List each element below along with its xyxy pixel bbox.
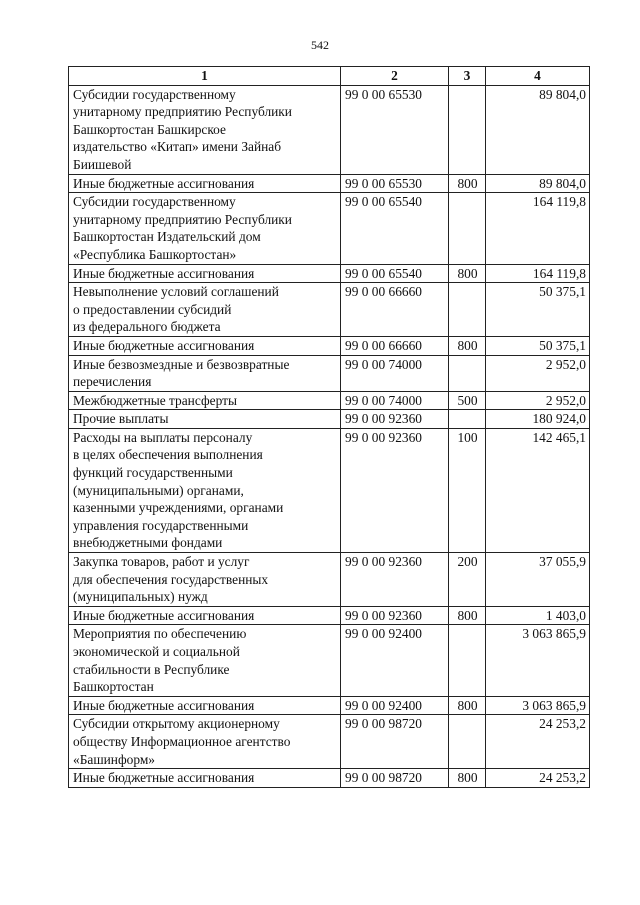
table-row: [69, 193, 590, 264]
row-expense-type-cell: [449, 193, 486, 264]
row-name-cell: Закупка товаров, работ и услуг для обеспечения государственных (муниципальных) нужд: [69, 553, 341, 607]
row-expense-type-cell: 800: [449, 336, 486, 355]
row-amount-cell: 164 119,8: [486, 193, 590, 264]
row-name-cell: Межбюджетные трансферты: [69, 391, 341, 410]
row-expense-type-cell: 800: [449, 174, 486, 193]
row-name-cell: Субсидии открытому акционерному обществу Информационное агентство «Башинформ»: [69, 715, 341, 769]
row-code-cell: 99 0 00 65540: [341, 193, 449, 264]
row-code-cell: 99 0 00 65530: [341, 174, 449, 193]
row-code-cell: 99 0 00 74000: [341, 391, 449, 410]
table-row: [69, 283, 590, 337]
table-row: [69, 625, 590, 696]
table-row: [69, 606, 590, 625]
row-amount-cell: 3 063 865,9: [486, 696, 590, 715]
row-code-cell: 99 0 00 65540: [341, 264, 449, 283]
row-code-cell: 99 0 00 74000: [341, 355, 449, 391]
row-name-cell: Иные бюджетные ассигнования: [69, 606, 341, 625]
row-expense-type-cell: [449, 355, 486, 391]
row-expense-type-cell: [449, 85, 486, 174]
row-code-cell: 99 0 00 66660: [341, 336, 449, 355]
column-header-expense-type: 3: [449, 67, 486, 86]
row-expense-type-cell: [449, 625, 486, 696]
table-row: [69, 715, 590, 769]
table-row: [69, 428, 590, 552]
row-amount-cell: 37 055,9: [486, 553, 590, 607]
row-expense-type-cell: 200: [449, 553, 486, 607]
row-code-cell: 99 0 00 66660: [341, 283, 449, 337]
table-body: [69, 85, 590, 787]
row-amount-cell: 1 403,0: [486, 606, 590, 625]
table-row: [69, 264, 590, 283]
row-expense-type-cell: 800: [449, 696, 486, 715]
row-code-cell: 99 0 00 92360: [341, 410, 449, 429]
column-header-name: 1: [69, 67, 341, 86]
budget-table: [68, 66, 590, 788]
row-name-cell: Субсидии государственному унитарному предприятию Республики Башкортостан Издательский дом «Республика Башкортостан»: [69, 193, 341, 264]
table-row: [69, 391, 590, 410]
table-row: [69, 174, 590, 193]
column-header-amount: 4: [486, 67, 590, 86]
row-name-cell: Иные безвозмездные и безвозвратные перечисления: [69, 355, 341, 391]
header-row: [69, 67, 590, 86]
row-amount-cell: 164 119,8: [486, 264, 590, 283]
row-amount-cell: 50 375,1: [486, 283, 590, 337]
row-name-cell: Иные бюджетные ассигнования: [69, 174, 341, 193]
row-name-cell: Иные бюджетные ассигнования: [69, 769, 341, 788]
row-name-cell: Субсидии государственному унитарному предприятию Республики Башкортостан Башкирское издательство «Китап» имени Зайнаб Биишевой: [69, 85, 341, 174]
row-amount-cell: 89 804,0: [486, 85, 590, 174]
table-row: [69, 410, 590, 429]
row-name-cell: Прочие выплаты: [69, 410, 341, 429]
row-name-cell: Иные бюджетные ассигнования: [69, 336, 341, 355]
row-name-cell: Иные бюджетные ассигнования: [69, 264, 341, 283]
table-row: [69, 553, 590, 607]
row-expense-type-cell: 100: [449, 428, 486, 552]
row-expense-type-cell: [449, 410, 486, 429]
row-code-cell: 99 0 00 98720: [341, 769, 449, 788]
page-number: 542: [311, 38, 329, 52]
row-code-cell: 99 0 00 92400: [341, 625, 449, 696]
row-name-cell: Иные бюджетные ассигнования: [69, 696, 341, 715]
row-expense-type-cell: 800: [449, 264, 486, 283]
row-amount-cell: 142 465,1: [486, 428, 590, 552]
row-expense-type-cell: [449, 283, 486, 337]
table-row: [69, 696, 590, 715]
row-code-cell: 99 0 00 98720: [341, 715, 449, 769]
row-amount-cell: 24 253,2: [486, 715, 590, 769]
table-row: [69, 85, 590, 174]
row-code-cell: 99 0 00 92360: [341, 606, 449, 625]
table-row: [69, 769, 590, 788]
row-code-cell: 99 0 00 65530: [341, 85, 449, 174]
row-name-cell: Мероприятия по обеспечению экономической и социальной стабильности в Республике Башкортостан: [69, 625, 341, 696]
row-amount-cell: 50 375,1: [486, 336, 590, 355]
table-header: [69, 67, 590, 86]
row-code-cell: 99 0 00 92400: [341, 696, 449, 715]
table-row: [69, 336, 590, 355]
row-amount-cell: 2 952,0: [486, 391, 590, 410]
row-expense-type-cell: 500: [449, 391, 486, 410]
row-name-cell: Невыполнение условий соглашений о предоставлении субсидий из федерального бюджета: [69, 283, 341, 337]
row-amount-cell: 3 063 865,9: [486, 625, 590, 696]
row-amount-cell: 89 804,0: [486, 174, 590, 193]
column-header-code: 2: [341, 67, 449, 86]
row-expense-type-cell: 800: [449, 606, 486, 625]
row-expense-type-cell: 800: [449, 769, 486, 788]
row-expense-type-cell: [449, 715, 486, 769]
row-code-cell: 99 0 00 92360: [341, 553, 449, 607]
row-amount-cell: 180 924,0: [486, 410, 590, 429]
row-code-cell: 99 0 00 92360: [341, 428, 449, 552]
row-amount-cell: 24 253,2: [486, 769, 590, 788]
row-name-cell: Расходы на выплаты персоналу в целях обеспечения выполнения функций государственными (муниципальными) органами, казенными учреждениями, органами управления государственными внебюджетными фондами: [69, 428, 341, 552]
table-row: [69, 355, 590, 391]
row-amount-cell: 2 952,0: [486, 355, 590, 391]
